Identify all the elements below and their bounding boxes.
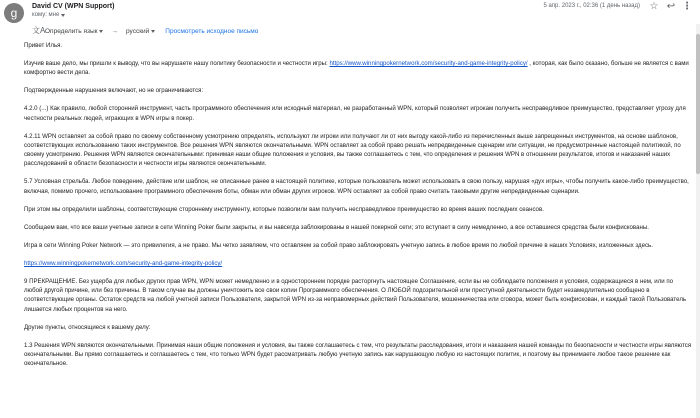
target-language-label: русский — [125, 27, 150, 35]
message-date: 5 апр. 2023 г., 02:36 (1 день назад) — [543, 3, 640, 9]
recipient-label: кому: мне — [32, 12, 60, 18]
message-body — [24, 41, 692, 377]
paragraph-link — [24, 259, 692, 268]
chevron-down-icon — [151, 30, 155, 33]
more-vert-icon[interactable]: ⋮ — [682, 1, 692, 12]
paragraph-13: 1.3 Решения WPN являются окончательными. Принимая наши общие положения и условия, вы также соглашаетесь с тем, что результаты расследования, итоги и наказания нашей команды по безопасности и честности игры являются окончательными. Вы прямо соглашаетесь и соглашаетесь с тем, что только WPN будет рассматривать любую учетную запись как нарушающую любую из настоящих политик, и поэтому вы принимаете любое такое решение как окончательное. — [24, 341, 692, 368]
reply-icon[interactable]: ↩ — [666, 1, 676, 12]
paragraph-patterns: При этом мы определили шаблоны, соответствующие стороннему инструменту, которые позволили вам получить несправедливое преимущество во время ваших последних сеансов. — [24, 205, 544, 213]
target-language-dropdown[interactable] — [126, 28, 155, 35]
paragraph-privilege: Игра в сети Winning Poker Network — это привилегия, а не право. Мы четко заявляем, что оставляем за собой право заблокировать учетную запись в любое время по любой причине в наших Условиях, изложенных здесь. — [24, 241, 653, 249]
paragraph-intro — [24, 59, 692, 78]
translate-bar — [32, 25, 258, 37]
paragraph-420: 4.2.0 (...) Как правило, любой сторонний инструмент, часть программного обеспечения или исходный материал, не разработанный WPN, который позволяет игрокам получить несправедливое преимущество, представляет угрозу для честности реальных людей, играющих в WPN игры в покер. — [24, 105, 686, 122]
translate-icon: 文A — [32, 26, 46, 35]
scrollbar-thumb[interactable] — [696, 34, 700, 174]
chevron-down-icon — [99, 30, 103, 33]
chevron-down-icon[interactable] — [61, 14, 65, 17]
paragraph-termination: 9 ПРЕКРАЩЕНИЕ. Без ущерба для любых других прав WPN, WPN может немедленно и в одностороннем порядке расторгнуть настоящее Соглашение, если вы не соблюдаете положения и условия, содержащиеся в нем, или по любой другой причине, или без причины. В таком случае вы должны уничтожить все свои копии Программного обеспечения. О ЛЮБОЙ подозрительной или преступной деятельности будет незамедлительно сообщено в соответствующие органы. Остаток средств на любой учетной записи Пользователя, закрытой WPN из-за неправомерных действий Пользователя, мошенничества или сговора, может быть конфискован, и каждый такой Пользователь лишается любых процентов на него. — [24, 277, 687, 313]
sender-name[interactable]: David CV (WPN Support) — [32, 3, 115, 10]
star-icon[interactable]: ☆ — [649, 1, 659, 12]
scrollbar[interactable] — [696, 24, 700, 418]
message-header — [0, 0, 700, 24]
view-original-link[interactable]: Просмотреть исходное письмо — [165, 27, 259, 35]
intro-text: Изучив ваше дело, мы пришли к выводу, что вы нарушаете нашу политику безопасности и честности игры: — [24, 60, 330, 68]
intro-text-end: , которая, как было сказано, больше не является с вами комфортно вести дела. — [24, 60, 689, 77]
paragraph-other: Другие пункты, относящиеся к вашему делу: — [24, 323, 151, 331]
policy-link-2[interactable]: https://www.winningpokernetwork.com/security-and-game-integrity-policy/ — [24, 259, 223, 267]
paragraph-4211: 4.2.11 WPN оставляет за собой право по своему собственному усмотрению определять, используют ли игроки или получают ли от них выгоду какой-либо из перечисленных выше запрещенных инструментов, на основе шаблонов, соответствующих использованию таких инструментов. Все решения WPN являются окончательными. WPN оставляет за собой право решать непредвиденные сценарии или ситуации, не предусмотренные настоящей политикой, по своему усмотрению. Решения WPN являются окончательными: принимая наши общие положения и условия, вы также соглашаетесь с тем, что определения и решения WPN в отношении результатов, итогов и наказаний наших расследований в области безопасности и честности игры являются окончательными. — [24, 132, 681, 168]
greeting: Привет Илья. — [24, 42, 63, 49]
paragraph-57: 5.7 Условная стрельба. Любое поведение, действие или шаблон, не описанные ранее в настоящей политике, которые пользователь может использовать в свою пользу, нарушая «дух игры», чтобы получить какое-либо преимущество, включая, помимо прочего, использование программного обеспечения боты, обман или обман других игроков. WPN оставляет за собой право считать таковыми другие непредвиденные сценарии. — [24, 178, 689, 195]
policy-link[interactable]: https://www.winningpokernetwork.com/security-and-game-integrity-policy/ — [329, 60, 528, 68]
paragraph-closed: Сообщаем вам, что все ваши учетные записи в сети Winning Poker были закрыты, и вы навсегда заблокированы в нашей покерной сети; это вступает в силу немедленно, а все оставшиеся средства были конфискованы. — [24, 223, 649, 231]
source-language-dropdown[interactable] — [45, 28, 103, 35]
arrow-right-icon: → — [111, 27, 118, 35]
sender-avatar[interactable]: g — [4, 3, 24, 23]
source-language-label: Определить язык — [45, 27, 98, 35]
recipient-line[interactable] — [32, 12, 65, 18]
paragraph-violations: Подтвержденные нарушения включают, но не ограничиваются: — [24, 87, 204, 95]
